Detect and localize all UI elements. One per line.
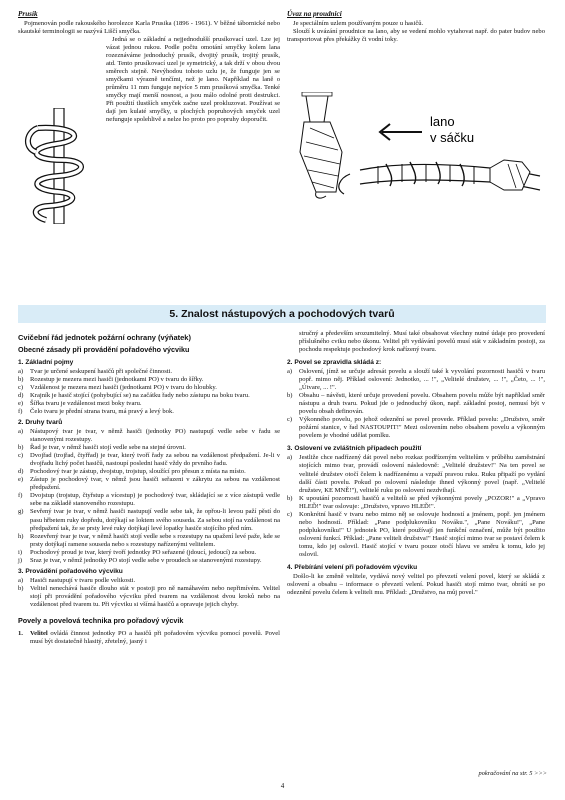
hanging-rope-icon [300,92,342,198]
list-item: f) Dvojstup (trojstup, čtyřstup a vícestup) je pochodový tvar, skládající se z více zástupů vedle sebe na základě stanoveného rozestupu. [18,492,280,508]
prudnice-title: Úvaz na proudnici [287,10,342,18]
list-item: a) Tvar je určené seskupení hasičů při společné činnosti. [18,367,173,375]
group-1-heading: 1. Základní pojmy [18,358,74,366]
list-item: e) Šířka tvaru je vzdálenost mezi boky tvaru. [18,400,142,408]
group-1-list [18,368,280,416]
prusik-title: Prusík [18,10,38,18]
figure-label-v-sacku: v sáčku [430,130,475,145]
list-item: h) Rozevřený tvar je tvar, v němž hasiči stojí vedle sebe s rozestupy na upažení levé paže, kde se prsty dotýkají ramene souseda nebo s rozestupy nařízenými velitelem. [18,532,280,548]
r-group-3-list [287,454,545,558]
list-item: a) Oslovení, jímž se určuje adresát povelu a slouží také k vyvolání pozornosti hasičů v tvaru popř. mimo něj. Příklad oslovení: Jednotko, ... !", „Velitelé družstev, ... !", „Četo, ... !", „Útvare, ... !". [287,368,545,392]
left-column [18,330,280,646]
list-item: j) Sraz je tvar, v němž jednotky PO stojí vedle sebe v proudech se stanovenými rozestupy. [18,556,262,564]
list-item: d) Krajník je hasič stojící (pohybující se) na začátku řady nebo zástupu na boku tvaru. [18,392,250,400]
list-item: c) Dvojřad (trojřad, čtyřřad) je tvar, který tvoří řady za sebou na vzdálenost předpažení. Je-li v dvojřadu lichý počet hasičů, nastoupí posledni hasič vždy do prvního řadu. [18,452,280,468]
r-group-4-heading: 4. Přebírání velení při pořadovém výcviku [287,563,418,571]
r-group-2-heading: 2. Povel se zpravidla skládá z: [287,359,382,367]
group-3-list [18,577,280,609]
section-banner [18,305,546,323]
figure-label-lano: lano [430,114,455,129]
section-title: 5. Znalost nástupových a pochodových tvarů [169,307,395,320]
list-item: f) Čelo tvaru je přední strana tvaru, má pravý a levý bok. [18,408,174,416]
list-item: b) Řad je tvar, v němž hasiči stojí vedle sebe na stejné úrovni. [18,444,186,452]
list-item: g) Sevřený tvar je tvar, v němž hasiči nastupují vedle sebe tak, že opřou-li levou paží pěstí do pasu hřbetem ruky dopředu, dotýkají se loktem svého souseda. Za sebou stojí na vzdálenost na předpažení tak, že se prsty levé ruky dotýkají levé lopatky hasiče stojícího před ním. [18,508,280,532]
continued-link[interactable]: pokračování na str. 5 >>> [478,770,547,777]
prudnice-paragraph-2: Slouží k uvázání proudnice na lano, aby se vedení mohlo vytahovat např. do pater budov nebo transportovat přes překážky či vodní toky. [287,27,545,43]
list-item: c) Vzdálenost je mezera mezi hasiči (jednotkami PO) v tvaru do hloubky. [18,384,217,392]
group-2-list [18,428,280,565]
list-item: b) Rozestup je mezera mezi hasiči (jednotkami PO) v tvaru do šířky. [18,375,204,383]
list-item: a) Jestliže chce nadřízený dát povel nebo rozkaz podřízeným velitelům v průběhu zaměstnání stojících mimo tvar, provádí oslovení následovně: „Velitelé družstev!" Na ten povel se velitelé družstev otočí čelem k nadřízenému a vzpaží pravou ruku. Ruku připaží po vydání další části povelu. Pokud po oslovení následuje ihned výkonný povel (např. „Velitelé družstev, KE MNĚ!"), velitelé ruku po oslovení nezdvihají. [287,454,545,494]
r-group-4-text: Došlo-li ke změně velitele, vydává nový velitel po převzetí velení povel, který se skládá z oslovení a obsahu – informace o převzetí velení. Pokud hasiči stojí mimo tvar, obrátí se po odeznění povelu čelem k veliteli mu. Příklad: „Družstvo, na můj povel." [287,572,545,596]
prusik-paragraph-2-text: Jedná se o základní a nejjednodušší prusíkovací uzel. Lze jej vázat jednou rukou. Podle počtu omotání smyčky kolem lana rozeznáváme jednoduchý prusík, dvojitý prusík, trojitý prusík, atd. Tento prusíkovací uzel je symetrický, a tak drží v obou dvou směrech stejně. Nevýhodou tohoto uzlu je, že funguje jen se smyčkami výrazně tenčími, než je lano. Například na laně o průměru 11 mm funguje nejvíce 5 mm prusíková smyčka. Tenké smyčky mají menší nosnost, a jsou málo odolné proti destrukci. Při použití tlustších smyček začne uzel prokluzovat. Používat se dají jen kulaté smyčky, u plochých popruhových smyček uzel nefunguje spolehlivě a nelze ho proto pro popruhy doporučit. [106,35,280,124]
group-2-heading: 2. Druhy tvarů [18,419,63,427]
list-item: b) Obsahu – návěsti, které určuje provedení povelu. Obsahem povelu může být například směr nástupu a druh tvaru. Pokud jde o jednoduchý úkon, např. základní postoj, nemusí být v povelu obsah definován. [287,392,545,416]
prudnice-article [287,10,545,44]
list-item: b) Velitel nenechává hasiče dlouho stát v postoji pro ně namáhavém nebo nepřimívém. Velitel stojí při provádění pořadového výcviku před tvarem na vzdálenost dvou kroků nebo na vzdálenost před tvarem tu. Při výcviku si všímá hasičů a opravuje jejich chyby. [18,584,280,608]
left-title: Cvičební řád jednotek požární ochrany (výňatek) [18,333,191,342]
group-3-heading: 3. Provádění pořadového výcviku [18,567,123,575]
nozzle-icon [339,160,540,194]
right-intro: stručný a především srozumitelný. Musí také obsahovat všechny nutné údaje pro provedení příslušného cviku nebo úkonu. Velitel při vydávání povelů musí stát v základním postoji, za pochodu respektuje pochodový krok nařízený tvaru. [299,330,545,354]
list-item: a) Nástupový tvar je tvar, v němž hasiči (jednotky PO) nastupují vedle sebe v řadu se stanovenými rozestupy. [18,428,280,444]
right-column [287,330,545,597]
list-item: e) Zástup je pochodový tvar, v němž jsou hasiči seřazeni v zákrytu za sebou na vzdálenost předpažení. [18,476,280,492]
arrow-left-icon [380,124,422,140]
list-item: c) Výkonného povelu, po jehož odeznění se povel provede. Příklad povelu: „Družstvo, směr požární stanice, v řad NASTOUPIT!" Mezi oslovením nebo obsahem povelu a výkonným povelem je vhodné udělat pomlku. [287,416,545,440]
r-group-3-heading: 3. Oslovení ve zvláštních případech použití [287,445,422,453]
page-number: 4 [280,782,285,790]
list-item: a) Hasiči nastupují v tvaru podle velikosti. [18,576,136,584]
prusik-knot-illustration [18,108,102,224]
list-item: c) Konkrétní hasič v tvaru nebo mimo něj se oslovuje hodností a jménem, popř. jen jménem nebo hodností. Příklad: „Pane podplukovníku Nováku.", „Pane Nováku!", „Pane podplukovníku!" U jednotek PO, které používají jen funkční označení, může být použito oslovení funkcí. Příklad: „Pane veliteli družstva!" Hasič stojící mimo tvar se postaví čelem k tomu, kdo jej oslovil. Hasič stojící v tvaru pouze otočí hlavu ve směru k tomu, kdo jej oslovil. [287,510,545,558]
list-item: i) Pochodový proud je tvar, který tvoří jednotky PO seřazené (jdoucí, jedoucí) za sebou. [18,548,257,556]
prudnice-paragraph-1: Je speciálním uzlem používaným pouze u hasičů. [293,19,424,27]
commands-list [18,630,280,646]
list-item: 1. Velitel ovládá činnost jednotky PO a hasičů při pořadovém výcviku pomocí povelů. Povel musí být dostatečně hlasitý, zřetelný, jasný i [18,629,280,645]
nozzle-tie-illustration [290,92,545,202]
list-item: d) Pochodový tvar je zástup, dvojstup, trojstup, sloužící pro přesun z místa na místo. [18,468,246,476]
r-group-2-list [287,368,545,440]
list-item: b) K upoutání pozornosti hasičů a velitelů se před výkonnými povely „POZOR!" a „Vpravo HLEĎ!" tvar oslovuje: „Družstvo, vpravo HLEĎ!". [287,494,545,510]
left-subtitle: Obecné zásady při provádění pořadového výcviku [18,345,190,355]
left-subtitle-2: Povely a povelová technika pro pořadový výcvik [18,615,184,625]
prusik-paragraph-1: Pojmenován podle rakouského horolezce Karla Prusika (1896 - 1961). V běžné tábornické nebo skautské terminologii se nazývá Liščí smyčka. [18,19,280,35]
